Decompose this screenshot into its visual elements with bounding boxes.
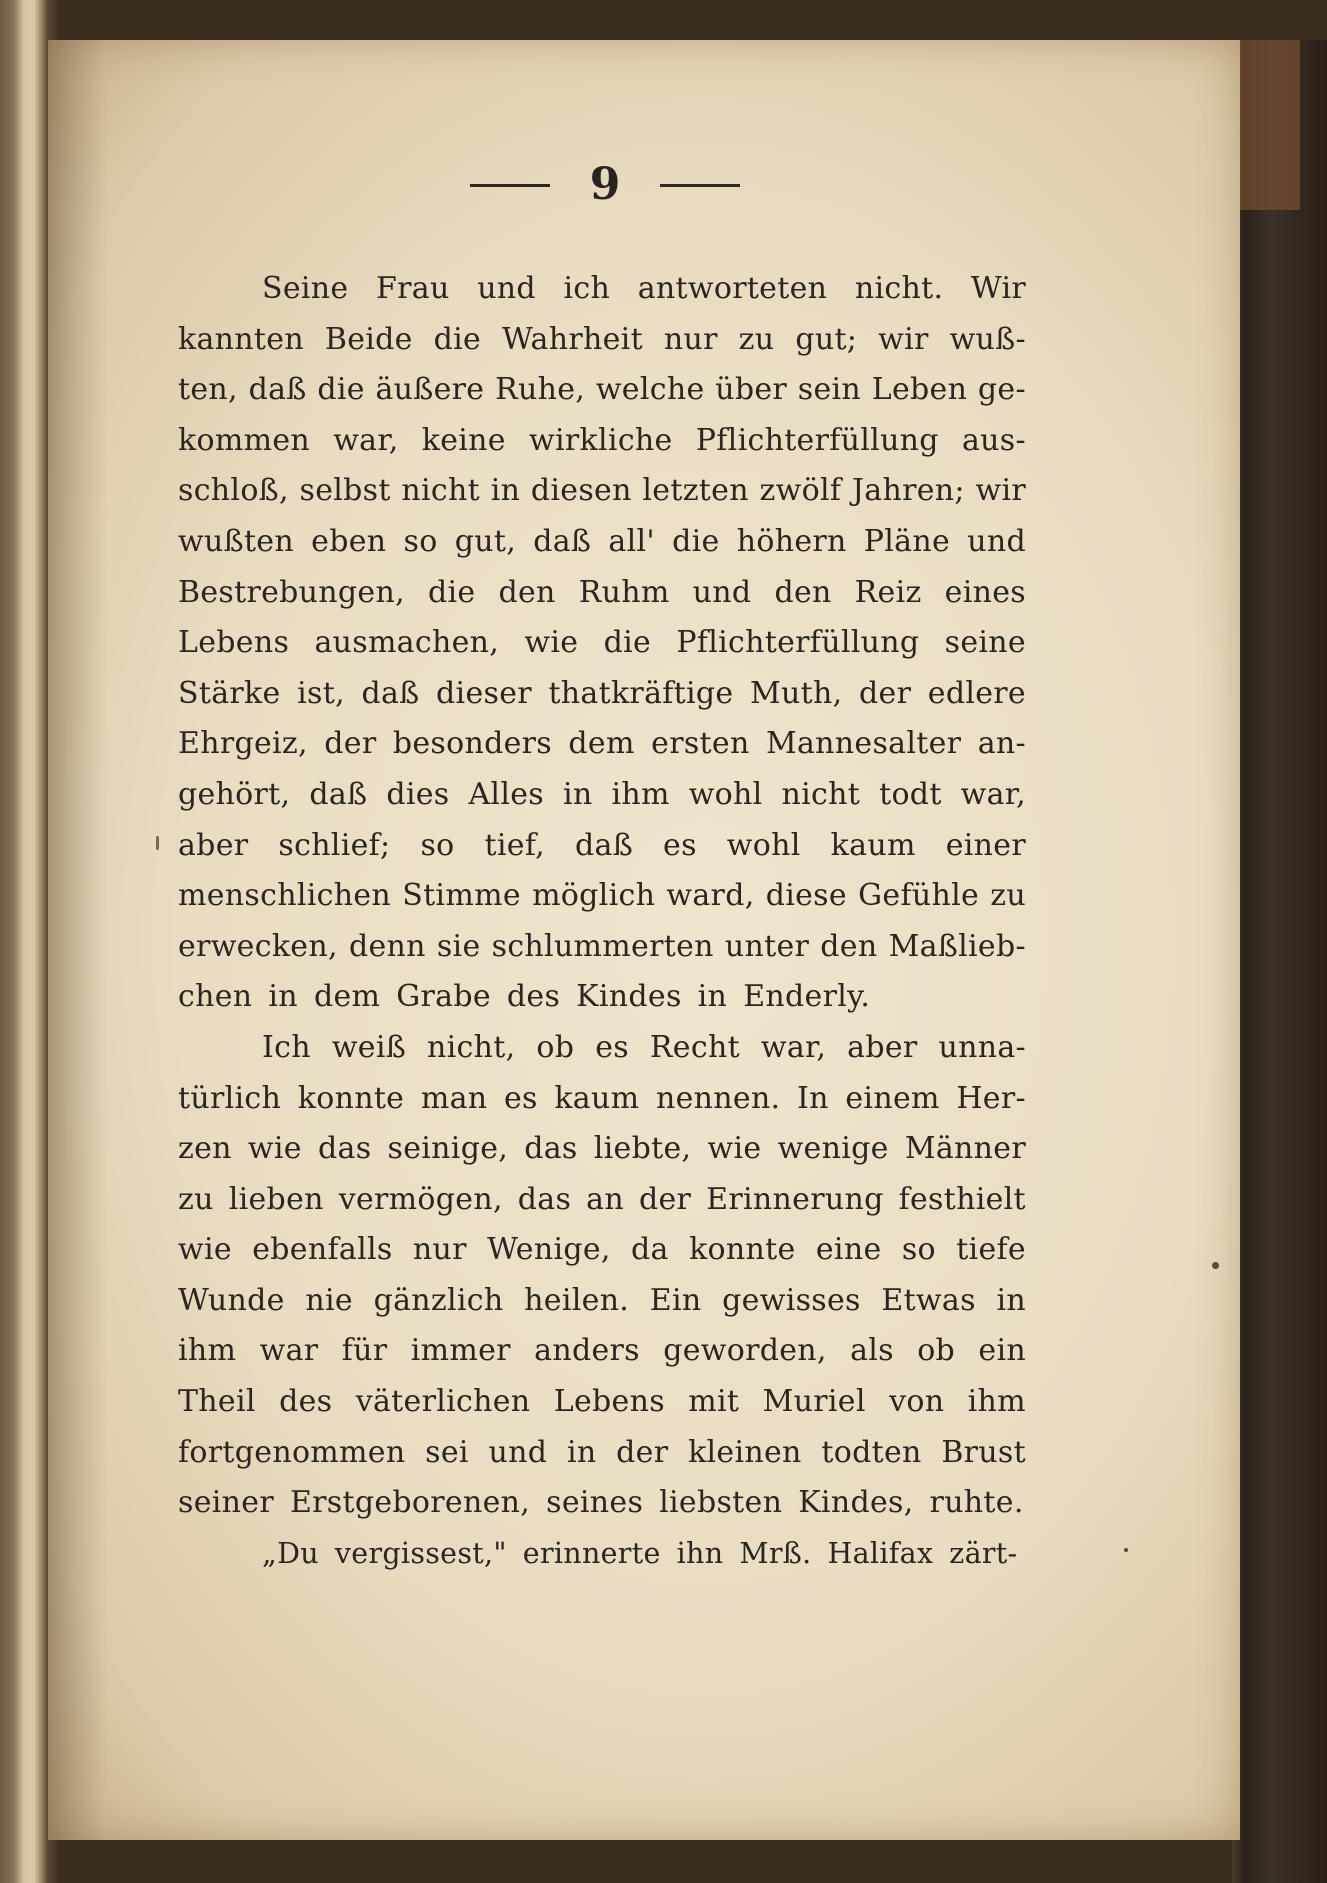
word: nicht <box>401 473 481 509</box>
word: daß <box>575 827 634 863</box>
word: zu <box>738 321 775 357</box>
word: konnte <box>689 1232 796 1268</box>
word: vermögen, <box>338 1181 503 1217</box>
word: denn <box>348 928 426 964</box>
word: die <box>317 372 365 408</box>
word: thatkräftige <box>548 675 734 711</box>
text-line <box>178 1478 1026 1529</box>
word: edlere <box>927 675 1026 711</box>
word: wie <box>247 1131 302 1167</box>
word: Recht <box>649 1029 740 1065</box>
word: Brust <box>941 1434 1026 1470</box>
word: ebenfalls <box>252 1232 393 1268</box>
word: daß <box>533 523 592 559</box>
page-number: 9 <box>589 159 621 210</box>
word: die <box>672 523 720 559</box>
word: in <box>566 1434 597 1470</box>
word: menschlichen <box>178 878 392 914</box>
text-line <box>178 719 1026 770</box>
word: war <box>259 1333 319 1369</box>
word: der <box>616 1434 669 1470</box>
word: aber <box>847 1029 918 1065</box>
word: Wahrheit <box>502 321 643 357</box>
word: nur <box>663 321 718 357</box>
word: Kindes, <box>798 1485 914 1521</box>
word: letzten <box>642 473 749 509</box>
word: ein <box>978 1333 1026 1369</box>
paper-speck <box>1212 1262 1219 1269</box>
word: wohl <box>688 776 763 812</box>
word: ersten <box>651 726 750 762</box>
header-rule-left <box>470 184 550 187</box>
word: das <box>318 1131 372 1167</box>
word: wuß- <box>949 321 1026 357</box>
word: wie <box>524 625 579 661</box>
word: welche <box>595 372 705 408</box>
word: war, <box>333 422 399 458</box>
word: möglich <box>532 878 656 914</box>
word: lieben <box>228 1181 324 1217</box>
text-line <box>178 568 1026 619</box>
word: Muth, <box>750 675 843 711</box>
word: Lebens <box>553 1384 665 1420</box>
word: chen <box>178 979 253 1015</box>
word: Pflichterfüllung <box>695 422 939 458</box>
word: Grabe <box>396 979 491 1015</box>
word: wirkliche <box>529 422 673 458</box>
word: wußten <box>178 523 294 559</box>
word: kannten <box>178 321 304 357</box>
word: in <box>562 776 593 812</box>
word: vergissest," <box>334 1536 507 1570</box>
word: ich <box>563 271 611 306</box>
word: all' <box>608 523 655 559</box>
word: äußere <box>375 372 485 408</box>
word: der <box>859 675 912 711</box>
word: selbst <box>299 473 391 509</box>
word: seines <box>546 1485 644 1521</box>
word: in <box>490 473 521 509</box>
word: nicht <box>781 776 861 812</box>
text-line <box>178 871 1026 922</box>
word: erwecken, <box>178 928 338 964</box>
word: zärt- <box>949 1536 1018 1570</box>
word: es <box>503 1080 538 1116</box>
word: weiß <box>331 1029 407 1065</box>
text-line <box>178 1124 1026 1175</box>
text-line <box>178 1276 1026 1327</box>
word: Maßlieb- <box>888 928 1026 964</box>
text-line <box>178 1377 1026 1428</box>
text-line <box>178 365 1026 416</box>
word: kaum <box>830 827 916 863</box>
page-gutter-shadow <box>48 40 108 1840</box>
word: wohl <box>726 827 801 863</box>
word: gut, <box>454 523 517 559</box>
word: keine <box>421 422 506 458</box>
word: an <box>586 1181 624 1217</box>
word: gut; <box>795 321 858 357</box>
word: so <box>403 523 438 559</box>
word: als <box>850 1333 894 1369</box>
word: in <box>996 1282 1026 1318</box>
word: nennen. <box>655 1080 781 1116</box>
word: seine <box>944 625 1026 661</box>
text-line <box>178 1023 1026 1074</box>
word: gehört, <box>178 776 291 812</box>
word: daß <box>248 372 307 408</box>
page-header <box>450 155 760 215</box>
text-line <box>178 669 1026 720</box>
word: die <box>433 321 482 357</box>
body-text <box>178 264 1026 1579</box>
word: war, <box>760 1029 827 1065</box>
word: daß <box>361 675 420 711</box>
word: ihn <box>676 1536 724 1570</box>
word: zu <box>178 1181 214 1217</box>
word: diesen <box>530 473 632 509</box>
word: gewisses <box>722 1282 861 1318</box>
word: wie <box>707 1131 762 1167</box>
word: den <box>498 574 556 610</box>
word: daß <box>309 776 368 812</box>
word: ist, <box>297 675 345 711</box>
word: ihm <box>178 1333 237 1369</box>
text-line <box>178 618 1026 669</box>
word: der <box>638 1181 692 1217</box>
word: dem <box>568 726 635 762</box>
word: ob <box>536 1029 575 1065</box>
word: liebte, <box>593 1131 692 1167</box>
word: Alles <box>468 776 544 812</box>
word: tiefe <box>956 1232 1026 1268</box>
word: sein <box>797 372 862 408</box>
word: ihm <box>967 1384 1026 1420</box>
word: ihm <box>611 776 670 812</box>
text-line <box>178 922 1026 973</box>
word: todt <box>879 776 942 812</box>
word: über <box>715 372 788 408</box>
word: todten <box>821 1434 922 1470</box>
word: mit <box>688 1384 740 1420</box>
word: den <box>774 574 832 610</box>
word: und <box>967 523 1026 559</box>
word: Männer <box>904 1131 1026 1167</box>
word: man <box>420 1080 488 1116</box>
word: der <box>324 726 377 762</box>
word: Ruhe, <box>495 372 586 408</box>
word: Erinnerung <box>706 1181 884 1217</box>
word: ge- <box>977 372 1026 408</box>
word: höhern <box>736 523 847 559</box>
word: immer <box>410 1333 511 1369</box>
word: seinige, <box>387 1131 509 1167</box>
word: nie <box>305 1282 353 1318</box>
word: Seine <box>262 271 349 306</box>
word: wir <box>878 321 929 357</box>
word: war, <box>960 776 1026 812</box>
word: dieser <box>436 675 532 711</box>
text-line <box>178 972 1026 1023</box>
word: für <box>341 1333 388 1369</box>
word: unter <box>724 928 810 964</box>
word: gänzlich <box>373 1282 504 1318</box>
word: In <box>797 1080 829 1116</box>
paper-speck <box>156 836 159 850</box>
word: tief, <box>484 827 546 863</box>
word: Wir <box>970 271 1026 306</box>
word: einer <box>945 827 1026 863</box>
word: festhielt <box>898 1181 1026 1217</box>
word: schloß, <box>178 473 289 509</box>
word: schlief; <box>278 827 391 863</box>
word: zwölf <box>759 473 842 509</box>
word: heilen. <box>524 1282 630 1318</box>
book-binding <box>1232 40 1327 1883</box>
word: Ehrgeiz, <box>178 726 308 762</box>
word: Pläne <box>863 523 951 559</box>
word: Jahren; <box>851 473 965 509</box>
word: wie <box>178 1232 232 1268</box>
word: dies <box>386 776 450 812</box>
text-line <box>178 770 1026 821</box>
word: ausmachen, <box>314 625 500 661</box>
text-line <box>178 264 1026 315</box>
word: Frau <box>376 271 450 306</box>
word: von <box>889 1384 945 1420</box>
word: Enderly. <box>743 979 871 1015</box>
word: und <box>488 1434 548 1470</box>
word: Ruhm <box>578 574 670 610</box>
word: Halifax <box>827 1536 934 1570</box>
text-line <box>178 416 1026 467</box>
word: unna- <box>938 1029 1026 1065</box>
word: Lebens <box>178 625 290 661</box>
word: Theil <box>178 1384 256 1420</box>
text-line <box>178 1326 1026 1377</box>
word: in <box>268 979 298 1015</box>
word: so <box>901 1232 936 1268</box>
word: es <box>595 1029 629 1065</box>
word: Muriel <box>762 1384 866 1420</box>
word: kleinen <box>688 1434 802 1470</box>
word: aber <box>178 827 249 863</box>
word: und <box>477 271 536 306</box>
word: Mannesalter <box>765 726 962 762</box>
word: seiner <box>178 1485 274 1521</box>
word: zen <box>178 1131 232 1167</box>
word: Erstgeborenen, <box>289 1485 531 1521</box>
word: Wenige, <box>487 1232 611 1268</box>
word: ob <box>917 1333 956 1369</box>
text-line <box>178 517 1026 568</box>
word: Her- <box>956 1080 1026 1116</box>
word: anders <box>534 1333 640 1369</box>
word: eine <box>815 1232 882 1268</box>
header-rule-right <box>660 184 740 187</box>
word: Stimme <box>402 878 521 914</box>
word: Reiz <box>854 574 922 610</box>
word: in <box>697 979 728 1015</box>
word: diese <box>765 878 847 914</box>
word: Stärke <box>178 675 281 711</box>
word: schlummerten <box>491 928 714 964</box>
word: Mrß. <box>739 1536 812 1570</box>
word: sie <box>436 928 481 964</box>
word: Wunde <box>178 1282 285 1318</box>
word: des <box>279 1384 333 1420</box>
word: den <box>820 928 878 964</box>
word: väterlichen <box>355 1384 531 1420</box>
word: antworteten <box>637 271 828 306</box>
word: die <box>427 574 476 610</box>
word: da <box>631 1232 669 1268</box>
word: eben <box>311 523 387 559</box>
word: ruhte. <box>929 1485 1024 1521</box>
text-line <box>178 1074 1026 1125</box>
text-line <box>178 466 1026 517</box>
word: Beide <box>324 321 413 357</box>
word: das <box>517 1181 572 1217</box>
word: wir <box>975 473 1026 509</box>
word: die <box>603 625 652 661</box>
word: konnte <box>297 1080 405 1116</box>
word: nicht. <box>854 271 944 306</box>
word: erinnerte <box>522 1536 661 1570</box>
word: dem <box>313 979 381 1015</box>
word: kaum <box>554 1080 640 1116</box>
word: türlich <box>178 1080 282 1116</box>
word: Ich <box>262 1029 311 1065</box>
word: wenige <box>777 1131 889 1167</box>
text-line <box>178 1175 1026 1226</box>
word: besonders <box>392 726 553 762</box>
word: „Du <box>262 1536 319 1570</box>
word: geworden, <box>663 1333 827 1369</box>
binding-leather-corner <box>1240 40 1300 210</box>
word: kommen <box>178 422 311 458</box>
word: nicht, <box>427 1029 516 1065</box>
word: Gefühle <box>858 878 980 914</box>
text-line <box>178 315 1026 366</box>
word: liebsten <box>659 1485 783 1521</box>
text-line <box>178 821 1026 872</box>
word: ward, <box>666 878 755 914</box>
word: fortgenommen <box>178 1434 406 1470</box>
word: so <box>420 827 455 863</box>
word: das <box>524 1131 578 1167</box>
word: an- <box>977 726 1026 762</box>
text-line <box>178 1529 1026 1580</box>
word: nur <box>412 1232 467 1268</box>
word: Ein <box>649 1282 702 1318</box>
word: zu <box>990 878 1026 914</box>
word: ten, <box>178 372 238 408</box>
word: es <box>663 827 697 863</box>
word: Etwas <box>881 1282 976 1318</box>
word: Bestrebungen, <box>178 574 405 610</box>
word: sei <box>425 1434 469 1470</box>
word: einem <box>845 1080 940 1116</box>
word: Pflichterfüllung <box>676 625 920 661</box>
word: Kindes <box>576 979 682 1015</box>
word: aus- <box>962 422 1026 458</box>
word: Leben <box>871 372 968 408</box>
word: eines <box>944 574 1026 610</box>
text-line <box>178 1225 1026 1276</box>
text-line <box>178 1428 1026 1479</box>
word: und <box>692 574 752 610</box>
word: des <box>506 979 561 1015</box>
paper-speck <box>1124 1548 1128 1552</box>
